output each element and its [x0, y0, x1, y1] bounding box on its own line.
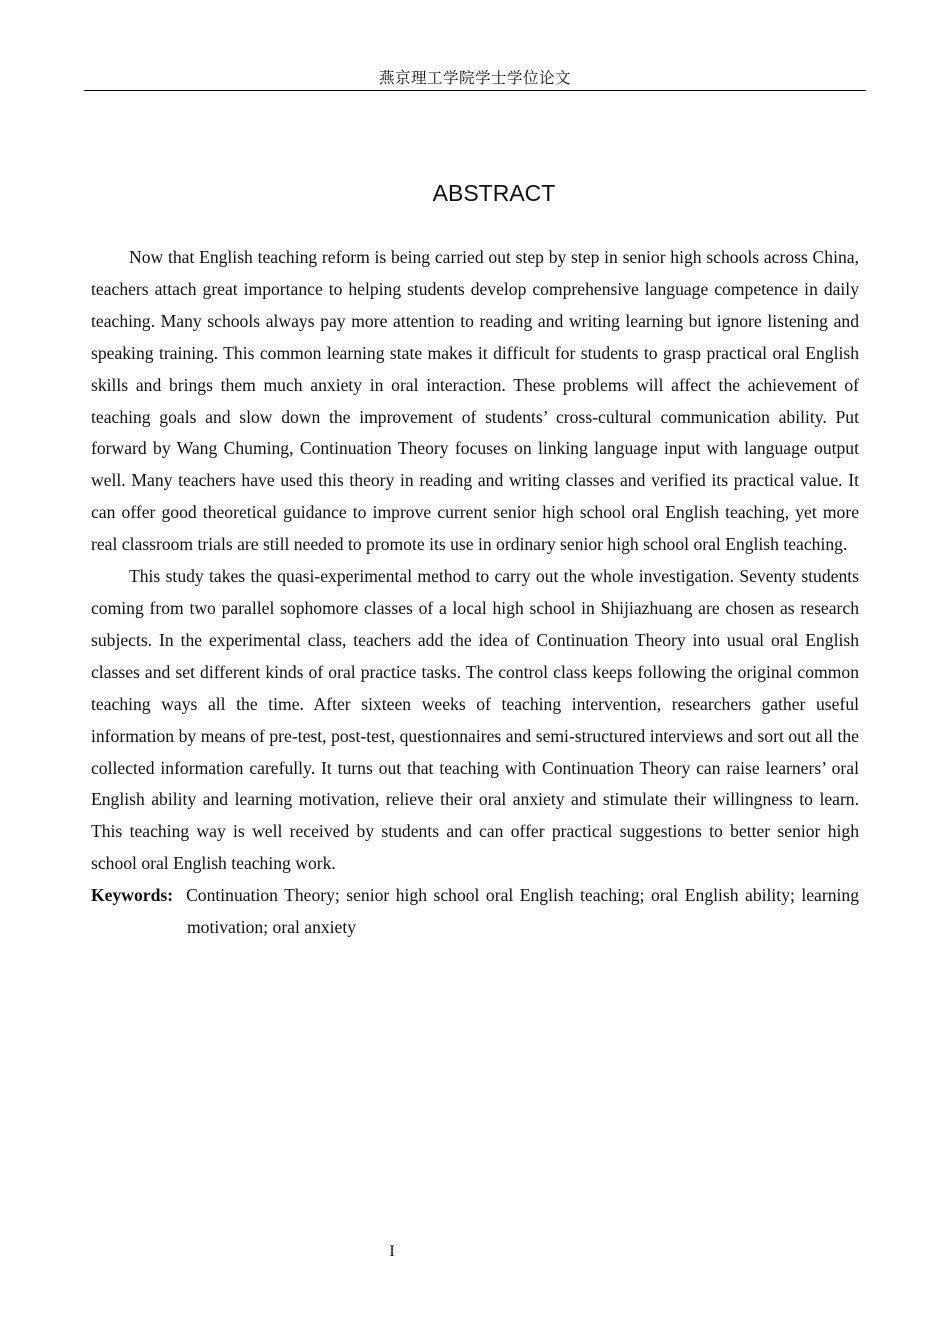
- page-number: I: [389, 1243, 395, 1260]
- abstract-paragraph-2: This study takes the quasi-experimental method to carry out the whole investigation. Seventy students coming from two parallel sophomore classes of a local high school in Shijiazhuang are chosen as research subjects. In the experimental class, teachers add the idea of Continuation Theory into usual oral English classes and set different kinds of oral practice tasks. The control class keeps following the original common teaching ways all the time. After sixteen weeks of teaching intervention, researchers gather useful information by means of pre-test, post-test, questionnaires and semi-structured interviews and sort out all the collected information carefully. It turns out that teaching with Continuation Theory can raise learners’ oral English ability and learning motivation, relieve their oral anxiety and stimulate their willingness to learn. This teaching way is well received by students and can offer practical suggestions to better senior high school oral English teaching work.: [91, 566, 859, 874]
- keywords-label: Keywords:: [91, 885, 174, 906]
- abstract-paragraph-1: Now that English teaching reform is being carried out step by step in senior high schools across China, teachers attach great importance to helping students develop comprehensive language competence in daily teaching. Many schools always pay more attention to reading and writing learning but ignore listening and speaking training. This common learning state makes it difficult for students to grasp practical oral English skills and brings them much anxiety in oral interaction. These problems will affect the achievement of teaching goals and slow down the improvement of students’ cross-cultural communication ability. Put forward by Wang Chuming, Continuation Theory focuses on linking language input with language output well. Many teachers have used this theory in reading and writing classes and verified its practical value. It can offer good theoretical guidance to improve current senior high school oral English teaching, yet more real classroom trials are still needed to promote its use in ordinary senior high school oral English teaching.: [91, 247, 859, 555]
- abstract-title: ABSTRACT: [432, 180, 556, 206]
- running-header: 燕京理工学院学士学位论文: [84, 68, 866, 91]
- abstract-body: [91, 242, 859, 944]
- keywords-text: Continuation Theory; senior high school oral English teaching; oral English ability; learning motivation; oral anxiety: [186, 885, 860, 938]
- keywords-line: [91, 880, 859, 944]
